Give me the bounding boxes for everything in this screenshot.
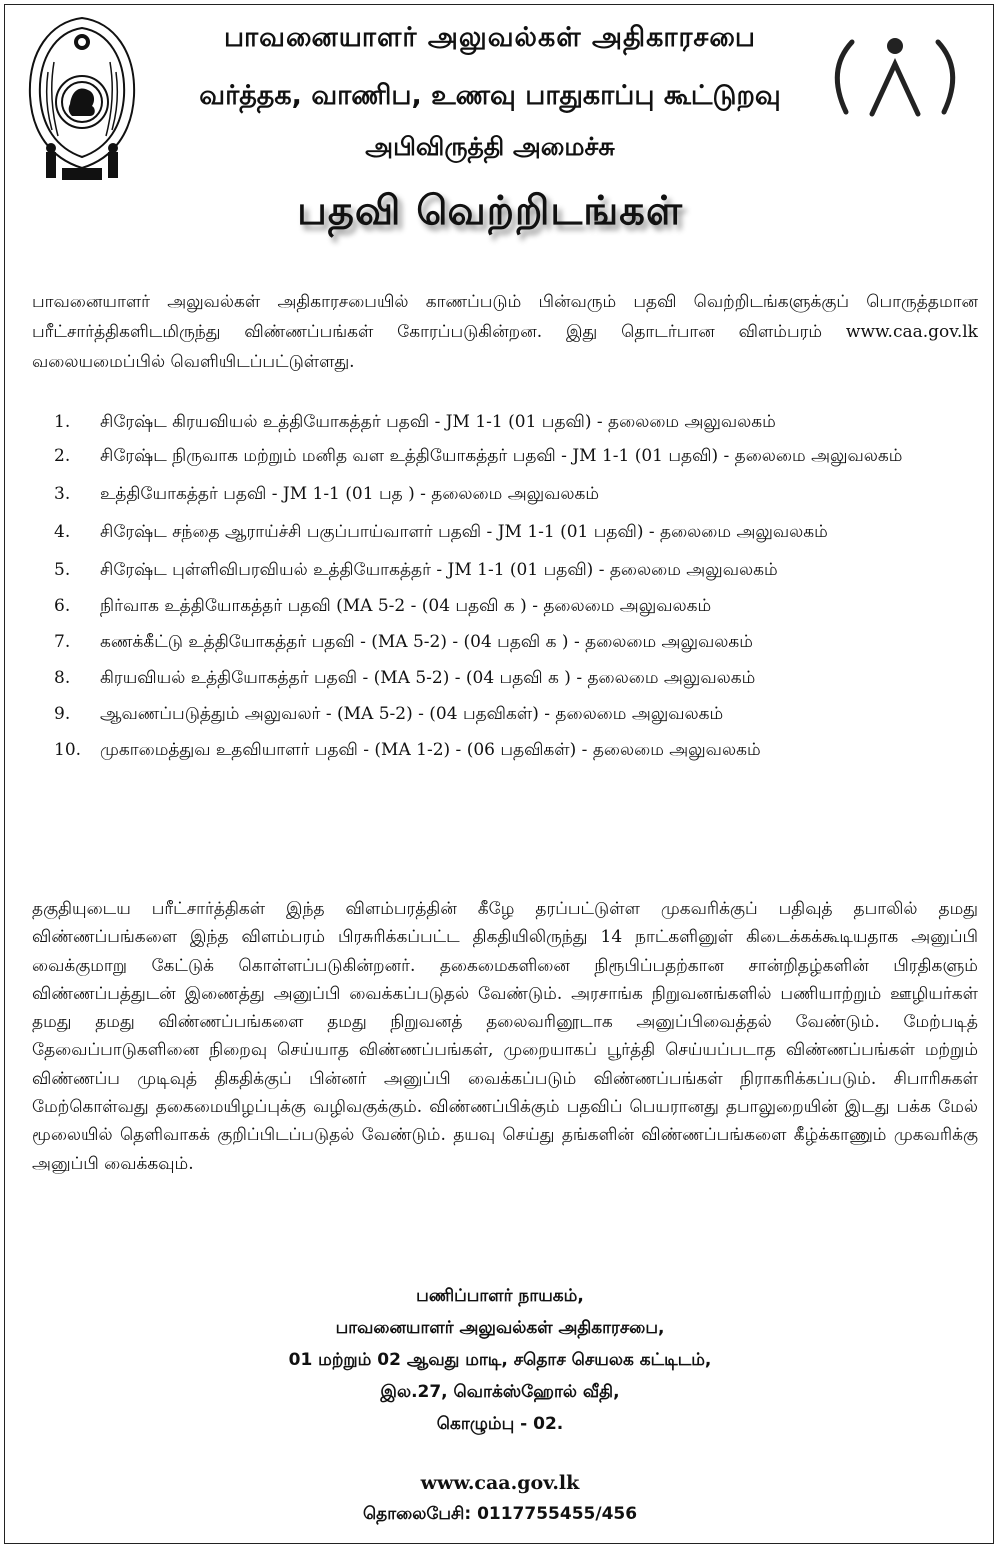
signature-title: பணிப்பாளர் நாயகம்,	[416, 1286, 584, 1306]
intro-paragraph: பாவனையாளர் அலுவல்கள் அதிகாரசபையில் காணப்படும் பின்வரும் பதவி வெற்றிடங்களுக்குப் பொருத்தமான பரீட்சார்த்திகளிடமிருந்து விண்ணப்பங்கள் கோரப்படுகின்றன. இது தொடர்பான விளம்பரம் www.caa.gov.lk வலையமைப்பில் வெளியிடப்பட்டுள்ளது.	[32, 292, 978, 372]
address-line-2: இல.27, வொக்ஸ்ஹோல் வீதி,	[380, 1382, 620, 1402]
caa-logo-icon	[820, 30, 970, 130]
signature-authority: பாவனையாளர் அலுவல்கள் அதிகாரசபை,	[335, 1318, 665, 1338]
list-item: 9. ஆவணப்படுத்தும் அலுவலர் - (MA 5-2) - (04 பதவிகள்) - தலைமை அலுவலகம்	[54, 704, 724, 724]
website-link[interactable]: www.caa.gov.lk	[420, 1472, 580, 1494]
address-line-1: 01 மற்றும் 02 ஆவது மாடி, சதொச செயலக கட்டிடம்,	[288, 1350, 712, 1370]
instructions-paragraph: தகுதியுடைய பரீட்சார்த்திகள் இந்த விளம்பரத்தின் கீழே தரப்பட்டுள்ள முகவரிக்குப் பதிவுத் தபாலில் தமது விண்ணப்பங்களை இந்த விளம்பரம் பிரசுரிக்கப்பட்ட திகதியிலிருந்து 14 நாட்களினுள் கிடைக்கக்கூடியதாக அனுப்பி வைக்குமாறு கேட்டுக் கொள்ளப்படுகின்றனர். தகைமைகளினை நிரூபிப்பதற்கான சான்றிதழ்களின் பிரதிகளும் விண்ணப்பத்துடன் இணைத்து அனுப்பி வைக்கப்படுதல் வேண்டும். அரசாங்க நிறுவனங்களில் பணியாற்றும் ஊழியர்கள் தமது தமது விண்ணப்பங்களை தமது நிறுவனத் தலைவரினூடாக அனுப்பிவைத்தல் வேண்டும். மேற்படித் தேவைப்பாடுகளினை நிறைவு செய்யாத விண்ணப்பங்கள், முறையாகப் பூர்த்தி செய்யப்படாத விண்ணப்பங்கள் மற்றும் விண்ணப்ப முடிவுத் திகதிக்குப் பின்னர் அனுப்பி வைக்கப்படும் விண்ணப்பங்கள் நிராகரிக்கப்படும். சிபாரிசுகள் மேற்கொள்வது தகைமையிழப்புக்கு வழிவகுக்கும். விண்ணப்பிக்கும் பதவிப் பெயரானது தபாலுறையின் இடது பக்க மேல் மூலையில் தெளிவாகக் குறிப்பிடப்படுதல் வேண்டும். தயவு செய்து தங்களின் விண்ணப்பங்களை கீழ்க்காணும் முகவரிக்கு அனுப்பி வைக்கவும்.	[32, 899, 978, 1174]
list-item: 7. கணக்கீட்டு உத்தியோகத்தர் பதவி - (MA 5-2) - (04 பதவி க ) - தலைமை அலுவலகம்	[54, 632, 753, 652]
list-item: 10. முகாமைத்துவ உதவியாளர் பதவி - (MA 1-2) - (06 பதவிகள்) - தலைமை அலுவலகம்	[54, 740, 761, 760]
list-item: 3. உத்தியோகத்தர் பதவி - JM 1-1 (01 பத ) - தலைமை அலுவலகம்	[54, 484, 600, 504]
list-item: 4. சிரேஷ்ட சந்தை ஆராய்ச்சி பகுப்பாய்வாளர் பதவி - JM 1-1 (01 பதவி) - தலைமை அலுவலகம்	[54, 522, 828, 542]
list-item: 1. சிரேஷ்ட கிரயவியல் உத்தியோகத்தர் பதவி - JM 1-1 (01 பதவி) - தலைமை அலுவலகம்	[54, 412, 776, 432]
list-item: 6. நிர்வாக உத்தியோகத்தர் பதவி (MA 5-2 - (04 பதவி க ) - தலைமை அலுவலகம்	[54, 596, 712, 616]
header	[0, 0, 1000, 270]
list-item: 2. சிரேஷ்ட நிருவாக மற்றும் மனித வள உத்தியோகத்தர் பதவி - JM 1-1 (01 பதவி) - தலைமை அலுவலகம்	[54, 446, 903, 466]
positions-list	[32, 408, 978, 764]
address-line-3: கொழும்பு - 02.	[436, 1414, 564, 1434]
phone-number: தொலைபேசி: 0117755455/456	[362, 1504, 638, 1524]
authority-name: பாவனையாளர் அலுவல்கள் அதிகாரசபை	[223, 22, 757, 53]
page-title: பதவி வெற்றிடங்கள்	[297, 188, 683, 234]
national-emblem-icon	[22, 12, 142, 192]
ministry-line-1: வர்த்தக, வாணிப, உணவு பாதுகாப்பு கூட்டுறவு	[199, 80, 781, 111]
list-item: 5. சிரேஷ்ட புள்ளிவிபரவியல் உத்தியோகத்தர் - JM 1-1 (01 பதவி) - தலைமை அலுவலகம்	[54, 560, 778, 580]
list-item: 8. கிரயவியல் உத்தியோகத்தர் பதவி - (MA 5-2) - (04 பதவி க ) - தலைமை அலுவலகம்	[54, 668, 756, 688]
ministry-line-2: அபிவிருத்தி அமைச்சு	[365, 132, 615, 161]
